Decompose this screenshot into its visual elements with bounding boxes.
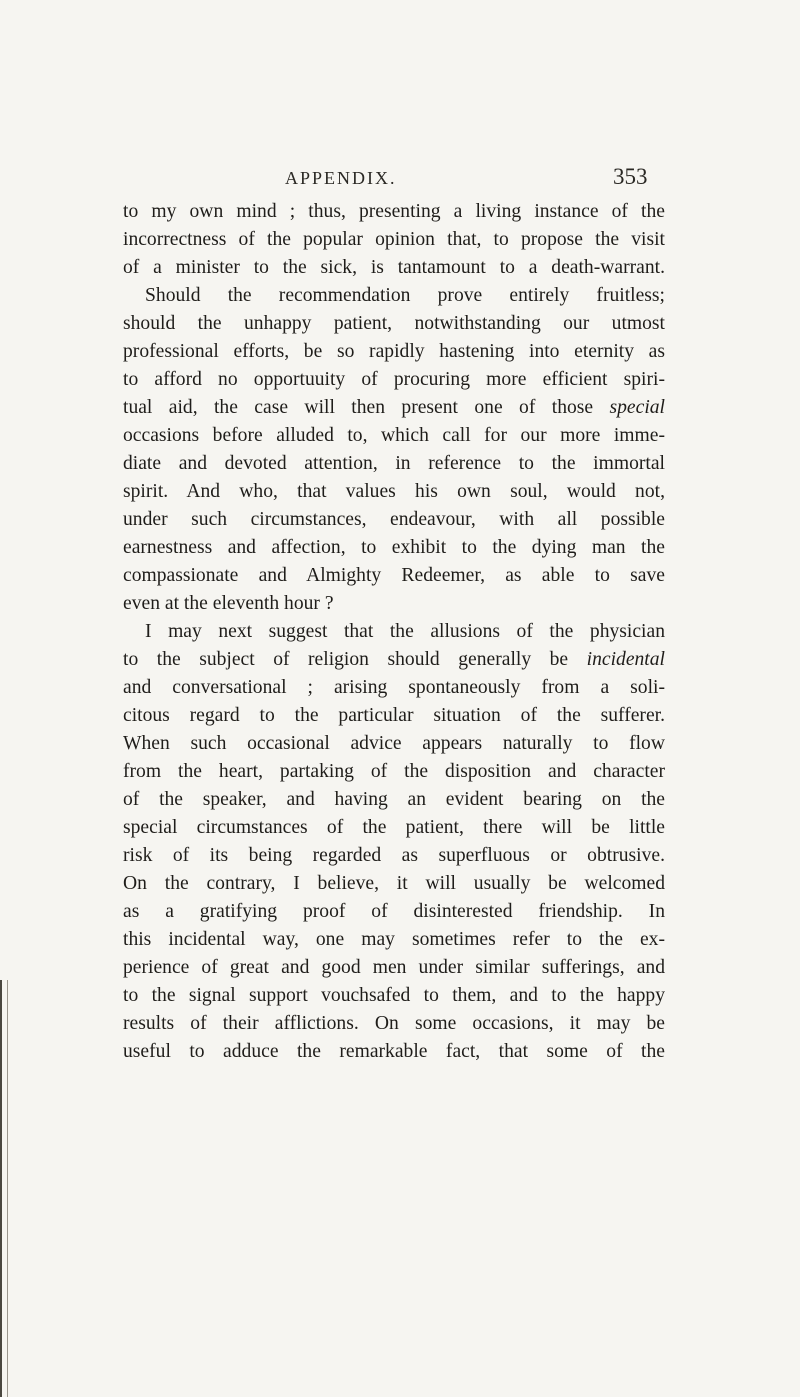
text-line: of the speaker, and having an evident bearing on the xyxy=(123,789,665,810)
text-line: When such occasional advice appears naturally to flow xyxy=(123,733,665,754)
text-line: Should the recommendation prove entirely fruitless; xyxy=(145,285,665,306)
text-line: from the heart, partaking of the disposition and character xyxy=(123,761,665,782)
text-line: to the subject of religion should generally be incidental xyxy=(123,649,665,670)
text-line: results of their afflictions. On some occasions, it may be xyxy=(123,1013,665,1034)
text-line: risk of its being regarded as superfluous or obtrusive. xyxy=(123,845,665,866)
text-line: professional efforts, be so rapidly hastening into eternity as xyxy=(123,341,665,362)
running-head: APPENDIX. xyxy=(285,168,397,188)
text-line: special circumstances of the patient, there will be little xyxy=(123,817,665,838)
text-line: useful to adduce the remarkable fact, that some of the xyxy=(123,1041,665,1062)
text-line: to my own mind ; thus, presenting a living instance of the xyxy=(123,201,665,222)
text-line: tual aid, the case will then present one of those special xyxy=(123,397,665,418)
body-text xyxy=(123,198,665,1066)
text-line: spirit. And who, that values his own soul, would not, xyxy=(123,481,665,502)
binding-edge xyxy=(0,980,8,1397)
page-number: 353 xyxy=(613,164,648,189)
text-line: to the signal support vouchsafed to them, and to the happy xyxy=(123,985,665,1006)
text-line: as a gratifying proof of disinterested friendship. In xyxy=(123,901,665,922)
text-line: to afford no opportuuity of procuring more efficient spiri- xyxy=(123,369,665,390)
text-line: this incidental way, one may sometimes refer to the ex- xyxy=(123,929,665,950)
text-line: and conversational ; arising spontaneously from a soli- xyxy=(123,677,665,698)
text-line: citous regard to the particular situation of the sufferer. xyxy=(123,705,665,726)
text-line: of a minister to the sick, is tantamount to a death-warrant. xyxy=(123,257,665,278)
text-line: I may next suggest that the allusions of the physician xyxy=(145,621,665,642)
text-line: should the unhappy patient, notwithstanding our utmost xyxy=(123,313,665,334)
text-line: On the contrary, I believe, it will usually be welcomed xyxy=(123,873,665,894)
text-line: even at the eleventh hour ? xyxy=(123,593,334,614)
text-line: occasions before alluded to, which call for our more imme- xyxy=(123,425,665,446)
text-line: incorrectness of the popular opinion that, to propose the visit xyxy=(123,229,665,250)
text-line: perience of great and good men under similar sufferings, and xyxy=(123,957,665,978)
text-line: under such circumstances, endeavour, with all possible xyxy=(123,509,665,530)
text-line: earnestness and affection, to exhibit to the dying man the xyxy=(123,537,665,558)
text-line: diate and devoted attention, in reference to the immortal xyxy=(123,453,665,474)
text-line: compassionate and Almighty Redeemer, as able to save xyxy=(123,565,665,586)
